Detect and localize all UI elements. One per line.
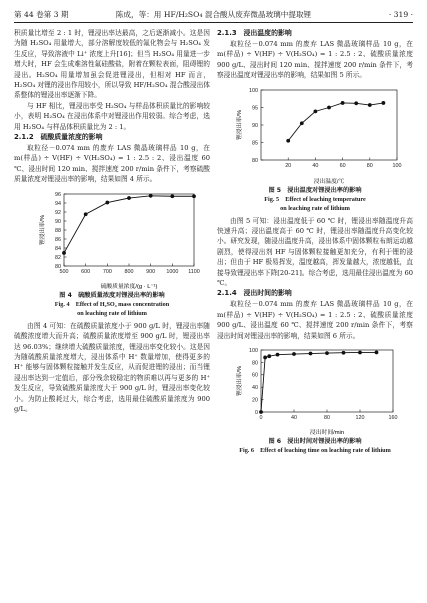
x-tick-label: 600 xyxy=(81,268,91,275)
y-tick-label: 100 xyxy=(249,87,258,94)
chart-fig4 xyxy=(14,188,210,291)
figure-caption-en: Fig. 6 Effect of leaching time on leaching rate of lithium xyxy=(239,447,391,455)
paragraph: 取粒径－0.074 mm 的废弃 LAS 微晶玻璃样品 10 g，在 m(样品) ÷ V(HF) ÷ V(H₂SO₄) = 1 : 2.5 : 2、浸出温度 60 ℃、浸出时间 120 min、搅拌速度 200 r/min 条件下，考察硫酸质量浓度对锂浸出率的影响，结果如图 4 所示。 xyxy=(14,144,210,184)
data-point xyxy=(325,351,329,355)
right-column xyxy=(217,28,413,456)
running-header xyxy=(14,8,413,23)
x-tick-label: 80 xyxy=(366,162,373,169)
y-tick-label: 20 xyxy=(252,397,258,404)
section-heading: 2.1.3 浸出温度的影响 xyxy=(217,29,292,37)
page-number: · 319 · xyxy=(388,10,413,19)
figure-caption-cn: 图 5 浸出温度对锂浸出率的影响 xyxy=(268,186,362,194)
x-axis-label: 硫酸质量浓度/(g · L⁻¹) xyxy=(100,283,158,290)
y-tick-label: 84 xyxy=(55,245,61,252)
paragraph: 与 HF 相比，锂浸出率受 H₂SO₄ 与样品体积质量比的影响较小，表明 H₂SO₄ 在浸出体系中对锂浸出作用较弱。综合考虑，选用 H₂SO₄ 与样品体积质量比为 2 : 1。 xyxy=(14,101,210,131)
series-line xyxy=(261,353,377,413)
data-point xyxy=(84,212,88,216)
chart-fig6 xyxy=(217,344,413,437)
x-tick-label: 40 xyxy=(291,415,297,422)
y-tick-label: 0 xyxy=(255,409,258,416)
y-tick-label: 80 xyxy=(252,360,258,367)
x-axis-label: 浸出温度/℃ xyxy=(313,178,345,185)
x-tick-label: 80 xyxy=(324,415,330,422)
data-point xyxy=(314,109,318,113)
y-axis-label: 锂浸出率/% xyxy=(237,366,243,397)
paragraph: 取粒径－0.074 mm 的废弃 LAS 微晶玻璃样品 10 g，在 m(样品) ÷ V(HF) ÷ V(H₂SO₄) = 1 : 2.5 : 2、硫酸质量浓度 900 g/L、浸出温度 60 ℃、搅拌速度 200 r/min 条件下，考察浸出时间对锂浸出率的影响，结果如图 6 所示。 xyxy=(217,300,413,340)
data-point xyxy=(149,194,153,198)
data-point xyxy=(259,410,263,414)
data-point xyxy=(300,121,304,125)
data-point xyxy=(276,353,280,357)
plot-frame xyxy=(261,90,397,160)
data-point xyxy=(354,101,358,105)
x-tick-label: 800 xyxy=(124,268,134,275)
chart-fig5 xyxy=(217,84,413,186)
data-point xyxy=(341,101,345,105)
left-column xyxy=(14,28,210,414)
x-tick-label: 60 xyxy=(339,162,346,169)
x-axis-label: 浸出时间/min xyxy=(309,430,345,437)
y-tick-label: 96 xyxy=(55,191,61,198)
y-tick-label: 80 xyxy=(252,157,258,164)
y-tick-label: 86 xyxy=(55,236,61,243)
y-tick-label: 94 xyxy=(55,200,61,207)
plot-frame xyxy=(261,350,393,412)
y-tick-label: 92 xyxy=(55,209,61,216)
paragraph: 由图 4 可知：在硫酸质量浓度小于 900 g/L 时，锂浸出率随硫酸浓度增大而升高；硫酸质量浓度增至 900 g/L 时，锂浸出率达 96.03%；继续增大硫酸质量浓度，锂浸出率变化较小。这是因为随硫酸质量浓度增大，浸出体系中 H⁺ 数量增加，使得更多的 H⁺ 能够与固体颗粒接触并发生反应，从而促进锂的浸出；而当锂浸出率达到一定值后，部分残余较稳定的物质难以再与更多的 H⁺ 发生反应，导致硫酸质量浓度大于 900 g/L 时，锂浸出率变化较小。为防止酸耗过大，综合考虑，选用最佳硫酸质量浓度为 900 g/L。 xyxy=(14,321,210,413)
x-tick-label: 20 xyxy=(285,162,292,169)
y-tick-label: 40 xyxy=(252,385,258,392)
data-point xyxy=(382,101,386,105)
paragraph: 由图 5 可知：浸出温度低于 60 ℃ 时，锂浸出率随温度升高快速升高；浸出温度高于 60 ℃ 时，锂浸出率随温度升高变化较小。研究发现，随浸出温度升高，浸出体系中固体颗粒布朗运动越剧烈，使得浸出剂 HF 与固体颗粒接触更加充分，有利于锂的浸出；但由于 HF 极易挥发，温度越高，挥发量越大，浓度越低，直接导致锂浸出率下降[20-21]。综合考虑，选用最佳浸出温度为 60 ℃。 xyxy=(217,216,413,288)
figure-5 xyxy=(217,84,413,213)
data-point xyxy=(170,194,174,198)
x-tick-label: 900 xyxy=(146,268,156,275)
figure-caption-en: Fig. 5 Effect of leaching temperature xyxy=(264,195,366,203)
data-point xyxy=(267,354,271,358)
data-point xyxy=(292,352,296,356)
data-point xyxy=(286,138,290,142)
paragraph: 取粒径－0.074 mm 的废弃 LAS 微晶玻璃样品 10 g，在 m(样品) ÷ V(HF) ÷ V(H₂SO₄) = 1 : 2.5 : 2、硫酸质量浓度 900 g/L、浸出时间 120 min、搅拌速度 200 r/min 条件下，考察浸出温度对锂浸出率的影响，结果如图 5 所示。 xyxy=(217,40,413,80)
y-axis-label: 锂浸出率/% xyxy=(40,214,46,245)
x-tick-label: 40 xyxy=(312,162,319,169)
data-point xyxy=(127,196,131,200)
volume-issue: 第 44 卷第 3 期 xyxy=(14,10,69,19)
x-tick-label: 500 xyxy=(59,268,69,275)
y-tick-label: 100 xyxy=(249,347,258,354)
y-tick-label: 90 xyxy=(55,218,61,225)
data-point xyxy=(358,351,362,355)
x-tick-label: 120 xyxy=(355,415,365,422)
data-point xyxy=(192,194,196,198)
x-tick-label: 700 xyxy=(102,268,112,275)
figure-caption-cn: 图 6 浸出时间对锂浸出率的影响 xyxy=(268,438,362,446)
figure-4 xyxy=(14,188,210,318)
x-tick-label: 0 xyxy=(259,415,263,422)
data-point xyxy=(105,200,109,204)
figure-caption-cn: 图 4 硫酸质量浓度对锂浸出率的影响 xyxy=(59,291,165,299)
data-point xyxy=(263,356,267,360)
y-tick-label: 88 xyxy=(55,227,61,234)
series-line xyxy=(64,195,194,252)
data-point xyxy=(375,351,379,355)
figure-6 xyxy=(217,344,413,455)
figure-caption-en: Fig. 4 Effect of H₂SO₄ mass concentration xyxy=(54,300,170,308)
data-point xyxy=(368,103,372,107)
x-tick-label: 160 xyxy=(388,415,398,422)
y-tick-label: 60 xyxy=(252,372,258,379)
y-tick-label: 95 xyxy=(252,105,258,112)
figure-caption-en: on leaching rate of lithium xyxy=(280,204,350,212)
y-tick-label: 85 xyxy=(252,140,258,147)
paragraph: 积质量比增至 2 : 1 时，锂浸出率达最高，之后逐渐减小。这是因为随 H₂SO₄ 用量增大，部分溶解度较低的氟化物会与 H₂SO₄ 发生反应，导致溶液中 Li⁺ 浓度上升[16]；但当 H₂SO₄ 用量进一步增大时，HF 会生成难溶性氟硅酸盐，附着在颗粒表面，阻碍锂的浸出。H₂SO₄ 用量增加虽会促进锂浸出，但相对 HF 而言，H₂SO₄ 对锂的浸出作用较小，所以导致 HF/H₂SO₄ 混合酸浸出体系整体的锂浸出率逐渐下降。 xyxy=(14,29,210,100)
y-tick-label: 82 xyxy=(55,254,61,261)
x-tick-label: 100 xyxy=(392,162,402,169)
x-tick-label: 1000 xyxy=(166,268,179,275)
figure-caption-en: on leaching rate of lithium xyxy=(77,309,147,317)
section-heading: 2.1.2 硫酸质量浓度的影响 xyxy=(14,133,103,142)
running-title: 陈成，等：用 HF/H₂SO₄ 混合酸从废弃微晶玻璃中提取锂 xyxy=(115,10,312,19)
data-point xyxy=(327,105,331,109)
data-point xyxy=(309,352,313,356)
x-tick-label: 1100 xyxy=(188,268,200,275)
y-tick-label: 90 xyxy=(252,122,258,129)
section-heading: 2.1.4 浸出时间的影响 xyxy=(217,289,292,298)
y-axis-label: 锂浸出率/% xyxy=(237,109,243,140)
y-tick-label: 80 xyxy=(55,263,61,270)
data-point xyxy=(342,351,346,355)
data-point xyxy=(62,251,66,255)
plot-frame xyxy=(64,194,194,266)
